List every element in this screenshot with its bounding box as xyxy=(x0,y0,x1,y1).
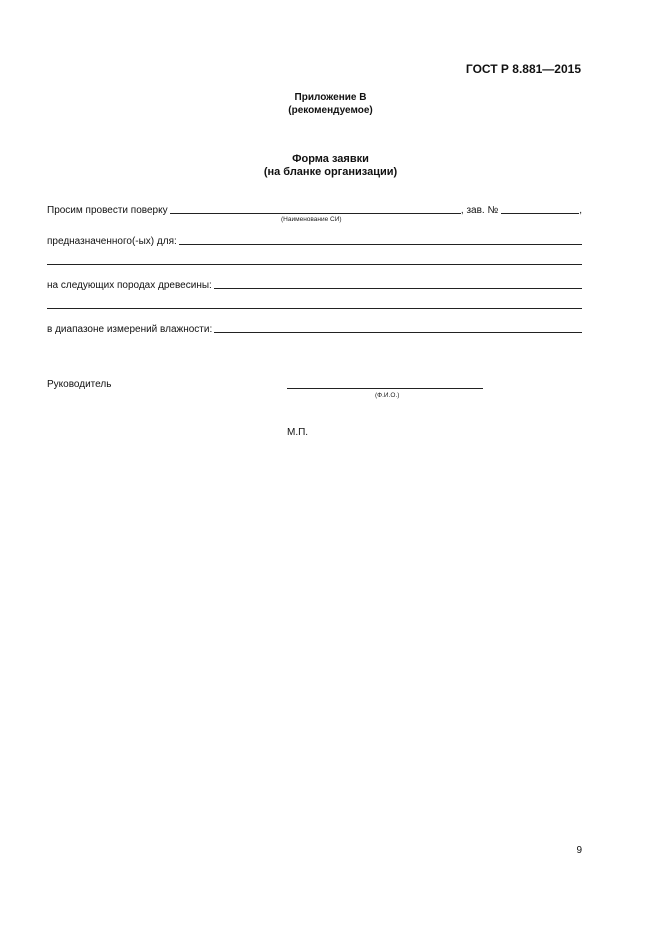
wood-species-line xyxy=(214,278,582,289)
form-subtitle: (на бланке организации) xyxy=(263,166,398,178)
wood-species-label: на следующих породах древесины: xyxy=(47,280,212,291)
manager-signature-line xyxy=(287,388,483,389)
wood-species-row xyxy=(47,277,582,291)
form-title: Форма заявки xyxy=(292,153,369,165)
wood-species-continuation-line xyxy=(47,308,582,309)
purpose-label: предназначенного(-ых) для: xyxy=(47,236,177,247)
serial-number-line xyxy=(501,203,579,214)
purpose-line xyxy=(179,234,582,245)
purpose-row xyxy=(47,233,582,247)
stamp-label: М.П. xyxy=(287,427,309,438)
appendix-title: Приложение В xyxy=(294,92,367,103)
moisture-range-label: в диапазоне измерений влажности: xyxy=(47,324,213,335)
request-label: Просим провести поверку xyxy=(47,205,168,216)
moisture-range-line xyxy=(214,322,582,333)
serial-label: , зав. № xyxy=(460,205,499,216)
form-heading xyxy=(0,153,661,179)
page-number: 9 xyxy=(576,845,582,856)
purpose-continuation-line xyxy=(47,264,582,265)
request-row xyxy=(47,202,582,216)
standard-code: ГОСТ Р 8.881—2015 xyxy=(465,62,581,76)
moisture-range-row xyxy=(47,321,582,335)
name-caption: (Ф.И.О.) xyxy=(375,392,400,399)
appendix-status: (рекомендуемое) xyxy=(288,105,373,116)
instrument-caption: (Наименование СИ) xyxy=(281,216,342,223)
trailing-comma: , xyxy=(579,205,582,216)
instrument-name-line xyxy=(170,203,461,214)
manager-label: Руководитель xyxy=(47,379,112,390)
appendix-heading xyxy=(0,91,661,117)
